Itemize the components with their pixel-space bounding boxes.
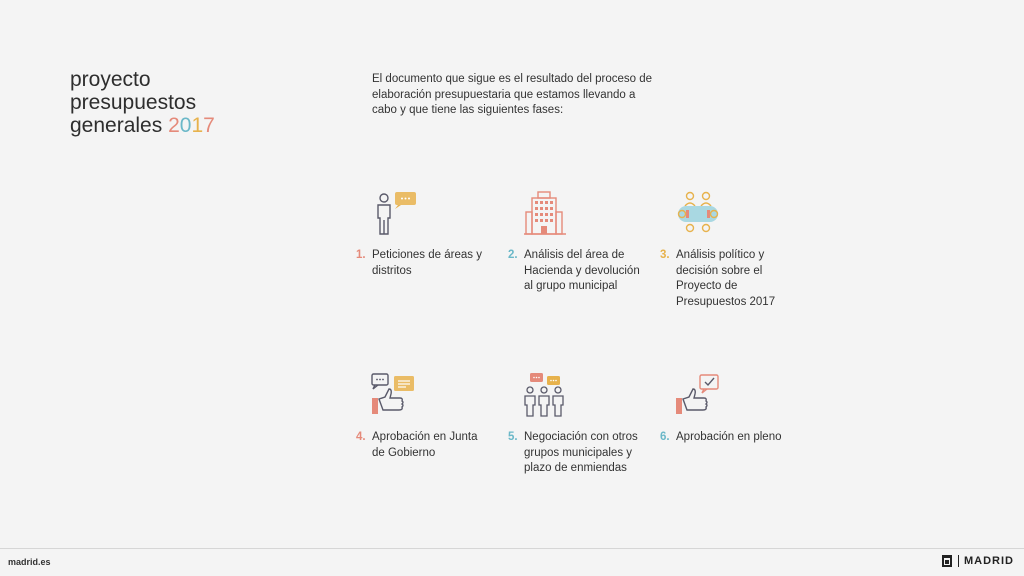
title-line-3 — [70, 114, 215, 137]
step-text — [510, 430, 640, 477]
meeting-icon — [674, 190, 722, 236]
footer-divider — [0, 548, 1024, 549]
step-number: 3. — [660, 249, 670, 261]
step-number: 1. — [356, 249, 366, 261]
step-number: 6. — [660, 431, 670, 443]
year-digit: 7 — [203, 114, 215, 137]
page-title — [70, 68, 215, 137]
site-link[interactable]: madrid.es — [8, 557, 51, 567]
thumbs-up-chat-icon — [370, 372, 418, 418]
title-line-2: presupuestos — [70, 91, 197, 114]
step-label: Aprobación en Junta de Gobierno — [372, 431, 478, 459]
step-number: 5. — [508, 431, 518, 443]
step-number: 2. — [508, 249, 518, 261]
step-text — [662, 430, 792, 446]
step-number: 4. — [356, 431, 366, 443]
madrid-seal-icon — [942, 555, 952, 567]
step-text — [358, 248, 488, 279]
person-speech-icon — [370, 190, 418, 236]
intro-paragraph: El documento que sigue es el resultado del proceso de elaboración presupuestaria que estamos llevando a cabo y que tiene las siguientes fases: — [372, 73, 653, 116]
step-text — [358, 430, 488, 461]
step-label: Análisis político y decisión sobre el Proyecto de Presupuestos 2017 — [676, 249, 776, 308]
year-digit: 2 — [168, 114, 180, 137]
title-year — [168, 114, 215, 137]
title-line-3-prefix: generales — [70, 114, 169, 137]
step-text — [510, 248, 640, 295]
brand-name: MADRID — [964, 555, 1014, 567]
title-line-1: proyecto — [70, 68, 151, 91]
step-label: Peticiones de áreas y distritos — [372, 249, 482, 277]
building-icon — [522, 190, 570, 236]
year-digit: 0 — [179, 114, 192, 137]
thumbs-up-check-icon — [674, 372, 722, 418]
step-label: Aprobación en pleno — [676, 431, 782, 443]
logo-divider — [958, 555, 959, 567]
year-digit: 1 — [191, 114, 204, 137]
step-label: Negociación con otros grupos municipales y plazo de enmiendas — [524, 431, 638, 474]
group-chat-icon — [522, 372, 570, 418]
madrid-logo — [942, 555, 1014, 567]
step-text — [662, 248, 792, 310]
step-label: Análisis del área de Hacienda y devolución al grupo municipal — [524, 249, 640, 292]
